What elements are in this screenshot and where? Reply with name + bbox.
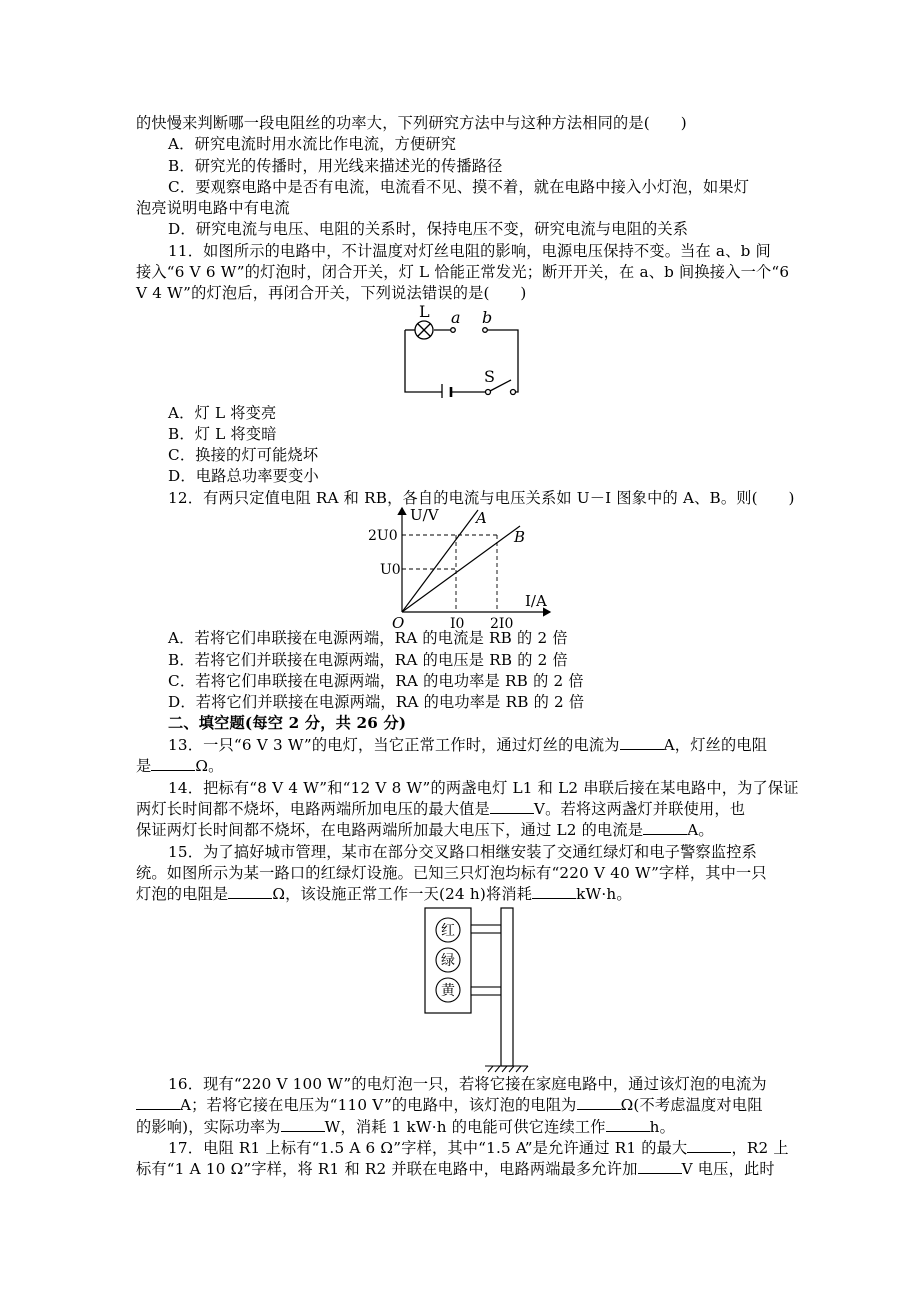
- q12-y-axis-label: U/V: [410, 506, 439, 524]
- q16-line-1: 16．现有“220 V 100 W”的电灯泡一只，若将它接在家庭电路中，通过该灯泡的电流为: [168, 1075, 767, 1093]
- q15-green-label: 绿: [441, 953, 455, 969]
- q12-x-axis-label: I/A: [525, 592, 547, 610]
- q11-option-b: B．灯 L 将变暗: [168, 425, 277, 443]
- q12-line-b-label: B: [514, 528, 526, 546]
- q14-line-3: [136, 819, 786, 841]
- q11-circuit-diagram: [400, 300, 525, 398]
- q12-option-b: B．若将它们并联接在电源两端，RA 的电压是 RB 的 2 倍: [168, 651, 568, 669]
- q13-blank-current: [620, 735, 664, 750]
- q15-line-3: [136, 883, 786, 905]
- q13-text-3: 是: [136, 757, 152, 775]
- q12-option-a: A．若将它们串联接在电源两端，RA 的电流是 RB 的 2 倍: [168, 629, 568, 647]
- q11-stem-line-2: 接入“6 V 6 W”的灯泡时，闭合开关，灯 L 恰能正常发光；断开开关，在 a、b 间换接入一个“6: [136, 263, 790, 281]
- q13-blank-resistance: [151, 756, 195, 771]
- q16-line-2: [136, 1094, 786, 1116]
- q12-x-tick-i0: I0: [450, 616, 465, 632]
- q12-line-a: [402, 510, 478, 612]
- q16-text-3: 的影响)，实际功率为: [136, 1118, 281, 1136]
- q15-traffic-light-figure: [420, 905, 530, 1073]
- q15-red-label: 红: [441, 923, 455, 939]
- q15-line-2: 统。如图所示为某一路口的红绿灯设施。已知三只灯泡均标有“220 V 40 W”字样，其中一只: [136, 864, 767, 882]
- q11-point-a-label: a: [451, 308, 461, 327]
- q17-blank-voltage: [638, 1159, 682, 1174]
- q14-line-2: [136, 798, 786, 820]
- q11-stem-line-3: V 4 W”的灯泡后，再闭合开关，下列说法错误的是( ): [136, 284, 527, 302]
- q16-text-5: h。: [649, 1118, 676, 1136]
- q17-text-1: 17．电阻 R1 上标有“1.5 A 6 Ω”字样，其中“1.5 A”是允许通过 R1 的最大: [168, 1139, 688, 1157]
- q17-line-1: [168, 1137, 818, 1159]
- q15-blank-resistance: [228, 884, 272, 899]
- q17-text-2: ，R2 上: [731, 1139, 789, 1157]
- q17-text-4: V 电压，此时: [681, 1160, 775, 1178]
- q14-text-4: A。: [687, 821, 714, 839]
- q17-line-2: [136, 1158, 786, 1180]
- section-fill-in-title: 二、填空题(每空 2 分，共 26 分): [168, 714, 407, 732]
- q12-stem: 12．有两只定值电阻 RA 和 RB，各自的电流与电压关系如 U－I 图象中的 A、B。则( ): [168, 489, 795, 507]
- q12-u-i-graph: [360, 502, 560, 632]
- q12-option-c: C．若将它们串联接在电源两端，RA 的电功率是 RB 的 2 倍: [168, 672, 584, 690]
- q11-option-a: A．灯 L 将变亮: [168, 404, 277, 422]
- q10-option-a: A．研究电流时用水流比作电流，方便研究: [168, 135, 457, 153]
- q16-blank-hours: [606, 1117, 650, 1132]
- q17-text-3: 标有“1 A 10 Ω”字样，将 R1 和 R2 并联在电路中，电路两端最多允许加: [136, 1160, 638, 1178]
- q13-text-2: A，灯丝的电阻: [663, 736, 768, 754]
- q14-blank-current: [643, 820, 687, 835]
- q11-point-b-label: b: [482, 308, 493, 327]
- q14-line-1: 14．把标有“8 V 4 W”和“12 V 8 W”的两盏电灯 L1 和 L2 串联后接在某电路中，为了保证: [168, 779, 799, 797]
- q15-yellow-label: 黄: [441, 983, 455, 999]
- q15-text-1: 灯泡的电阻是: [136, 885, 229, 903]
- q12-option-d: D．若将它们并联接在电源两端，RA 的电功率是 RB 的 2 倍: [168, 693, 585, 711]
- q15-line-1: 15．为了搞好城市管理，某市在部分交叉路口相继安装了交通红绿灯和电子警察监控系: [168, 843, 758, 861]
- q16-line-3: [136, 1116, 786, 1138]
- q10-option-c: C．要观察电路中是否有电流，电流看不见、摸不着，就在电路中接入小灯泡，如果灯: [168, 178, 750, 196]
- q11-option-c: C．换接的灯可能烧坏: [168, 446, 319, 464]
- q16-blank-power: [281, 1117, 325, 1132]
- q14-text-1: 两灯长时间都不烧坏，电路两端所加电压的最大值是: [136, 800, 490, 818]
- q14-text-3: 保证两灯长时间都不烧坏，在电路两端所加最大电压下，通过 L2 的电流是: [136, 821, 644, 839]
- q16-text-4: W，消耗 1 kW·h 的电能可供它连续工作: [324, 1118, 606, 1136]
- q15-text-3: kW·h。: [576, 885, 632, 903]
- q15-blank-energy: [532, 884, 576, 899]
- q10-option-b: B．研究光的传播时，用光线来描述光的传播路径: [168, 157, 503, 175]
- q12-origin-label: O: [392, 614, 405, 632]
- q14-blank-voltage: [490, 799, 534, 814]
- q10-option-c-cont: 泡亮说明电路中有电流: [136, 199, 290, 217]
- q13-text-4: Ω。: [195, 757, 224, 775]
- q11-option-d: D．电路总功率要变小: [168, 467, 319, 485]
- q15-text-2: Ω，该设施正常工作一天(24 h)将消耗: [272, 885, 533, 903]
- q15-arm-bottom: [471, 987, 501, 995]
- q11-switch-label: S: [484, 367, 495, 386]
- q15-pole: [501, 908, 513, 1066]
- q10-option-d: D．研究电流与电压、电阻的关系时，保持电压不变，研究电流与电阻的关系: [168, 220, 689, 238]
- q15-ground-hatch: [485, 1066, 528, 1072]
- q10-stem: 的快慢来判断哪一段电阻丝的功率大，下列研究方法中与这种方法相同的是( ): [136, 114, 687, 132]
- q13-line-1: [168, 734, 818, 756]
- q14-text-2: V。若将这两盏灯并联使用，也: [533, 800, 746, 818]
- q16-blank-current: [136, 1095, 180, 1110]
- q12-y-tick-2u0: 2U0: [368, 528, 398, 544]
- q12-y-tick-u0: U0: [380, 562, 401, 578]
- q13-line-2: [136, 755, 786, 777]
- q16-text-1: A；若将它接在电压为“110 V”的电路中，该灯泡的电阻为: [180, 1096, 577, 1114]
- q12-line-a-label: A: [476, 509, 487, 527]
- q11-stem-line-1: 11．如图所示的电路中，不计温度对灯丝电阻的影响，电源电压保持不变。当在 a、b 间: [168, 242, 771, 260]
- q16-blank-resistance: [577, 1095, 621, 1110]
- q16-text-2: Ω(不考虑温度对电阻: [620, 1096, 763, 1114]
- q12-x-tick-2i0: 2I0: [490, 616, 514, 632]
- q13-text-1: 13．一只“6 V 3 W”的电灯，当它正常工作时，通过灯丝的电流为: [168, 736, 620, 754]
- q11-lamp-label: L: [419, 302, 430, 321]
- q15-arm-top: [471, 925, 501, 933]
- q17-blank-max: [687, 1138, 731, 1153]
